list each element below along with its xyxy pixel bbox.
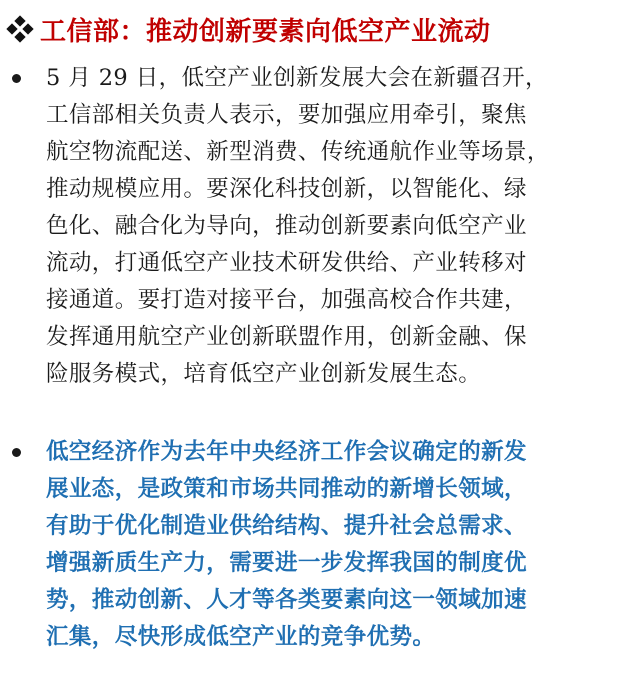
paragraph-line: 险服务模式，培育低空产业创新发展生态。 bbox=[46, 361, 482, 387]
paragraph-line: 推动规模应用。要深化科技创新，以智能化、绿 bbox=[46, 176, 527, 202]
paragraph-line: 流动，打通低空产业技术研发供给、产业转移对 bbox=[46, 250, 527, 276]
paragraph-line: 展业态，是政策和市场共同推动的新增长领域， bbox=[46, 476, 527, 502]
four-diamond-bullet-icon bbox=[8, 17, 32, 41]
bullet-paragraph-policy bbox=[12, 60, 612, 393]
paragraph-line: 汇集，尽快形成低空产业的竞争优势。 bbox=[46, 624, 436, 650]
paragraph-line: 发挥通用航空产业创新联盟作用，创新金融、保 bbox=[46, 324, 527, 350]
paragraph-line: 接通道。要打造对接平台，加强高校合作共建， bbox=[46, 287, 527, 313]
bullet-dot-icon bbox=[12, 448, 21, 457]
paragraph-line: 工信部相关负责人表示，要加强应用牵引，聚焦 bbox=[46, 102, 527, 128]
bullet-dot-icon bbox=[12, 74, 21, 83]
paragraph-line: 有助于优化制造业供给结构、提升社会总需求、 bbox=[46, 513, 527, 539]
paragraph-line: 低空经济作为去年中央经济工作会议确定的新发 bbox=[46, 439, 527, 465]
section-heading bbox=[8, 12, 491, 46]
bullet-paragraph-commentary bbox=[12, 434, 612, 656]
paragraph-line: 航空物流配送、新型消费、传统通航作业等场景， bbox=[46, 139, 550, 165]
paragraph-line: 增强新质生产力，需要进一步发挥我国的制度优 bbox=[46, 550, 527, 576]
paragraph-line: 势，推动创新、人才等各类要素向这一领域加速 bbox=[46, 587, 527, 613]
heading-title: 工信部：推动创新要素向低空产业流动 bbox=[40, 16, 491, 47]
paragraph-line: 色化、融合化为导向，推动创新要素向低空产业 bbox=[46, 213, 527, 239]
paragraph-line: 5 月 29 日，低空产业创新发展大会在新疆召开， bbox=[46, 65, 548, 91]
